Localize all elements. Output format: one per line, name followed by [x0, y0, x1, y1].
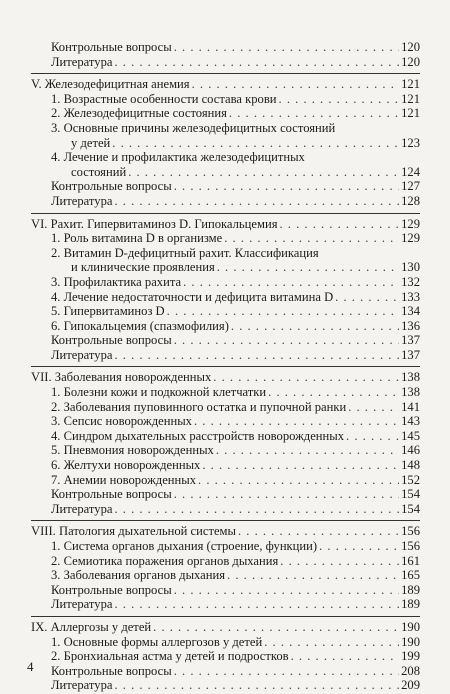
toc-entry — [31, 583, 420, 598]
dot-leader — [319, 539, 399, 554]
dot-leader — [227, 568, 399, 583]
toc-entry-page: 165 — [401, 568, 420, 583]
toc-entry — [31, 246, 420, 261]
toc-entry — [31, 597, 420, 612]
dot-leader — [114, 502, 399, 517]
toc-entry-title: Литература — [51, 501, 113, 516]
toc-entry — [31, 678, 420, 693]
dot-leader — [268, 385, 399, 400]
toc-entry-title: 6. Желтухи новорожденных — [51, 458, 201, 473]
toc-entry — [31, 319, 420, 334]
toc-entry — [31, 150, 420, 165]
dot-leader — [291, 649, 399, 664]
toc-entry — [31, 502, 420, 517]
toc-entry — [31, 400, 420, 415]
dot-leader — [174, 664, 399, 679]
toc-entry-page: 190 — [401, 619, 420, 634]
toc-entry-title: 1. Болезни кожи и подкожной клетчатки — [51, 385, 267, 400]
toc-entry-page: 146 — [401, 443, 420, 458]
dot-leader — [167, 304, 399, 319]
toc-entry — [31, 568, 420, 583]
toc-entry — [31, 179, 420, 194]
toc-chapter-entry — [31, 217, 420, 232]
toc-entry-page: 199 — [401, 649, 420, 664]
dot-leader — [217, 260, 399, 275]
toc-chapter-entry — [31, 370, 420, 385]
toc-entry — [31, 121, 420, 136]
toc-entry-page: 132 — [401, 274, 420, 289]
toc-entry — [31, 275, 420, 290]
toc-entry-title: 1. Основные формы аллергозов у детей — [51, 634, 263, 649]
toc-entry-title: 1. Возрастные особенности состава крови — [51, 91, 277, 106]
toc-entry-page: 145 — [401, 428, 420, 443]
toc-entry-title: 3. Заболевания органов дыхания — [51, 568, 226, 583]
dot-leader — [174, 583, 399, 598]
toc-entry — [31, 539, 420, 554]
toc-entry-title: Литература — [51, 54, 113, 69]
toc-entry — [31, 414, 420, 429]
dot-leader — [112, 136, 399, 151]
toc-entry-title: Контрольные вопросы — [51, 487, 172, 502]
toc-entry-page: 154 — [401, 487, 420, 502]
toc-entry — [31, 649, 420, 664]
toc-entry — [31, 55, 420, 70]
toc-chapter-entry — [31, 77, 420, 92]
toc-entry-title: 4. Синдром дыхательных расстройств новорожденных — [51, 428, 345, 443]
toc-entry-page: 138 — [401, 385, 420, 400]
dot-leader — [280, 554, 399, 569]
toc-entry-page: 128 — [401, 193, 420, 208]
toc-chapter-entry — [31, 524, 420, 539]
toc-entry-page: 189 — [401, 597, 420, 612]
toc-entry-title: 7. Анемии новорожденных — [51, 472, 197, 487]
toc-entry — [31, 385, 420, 400]
toc-entry-title: Литература — [51, 678, 113, 693]
dot-leader — [174, 487, 399, 502]
toc-entry — [31, 554, 420, 569]
toc-entry-page: 127 — [401, 179, 420, 194]
toc-entry — [31, 92, 420, 107]
toc-entry-page: 124 — [401, 164, 420, 179]
dot-leader — [183, 275, 399, 290]
toc-entry — [31, 458, 420, 473]
toc-entry-title: Литература — [51, 193, 113, 208]
toc-entry-title: 3. Сепсис новорожденных — [51, 414, 192, 429]
table-of-contents — [31, 40, 420, 693]
toc-entry — [31, 443, 420, 458]
toc-entry-title: и клинические проявления — [71, 260, 215, 275]
toc-entry-page: 156 — [401, 524, 420, 539]
toc-entry — [31, 635, 420, 650]
toc-entry-title: 3. Основные причины железодефицитных состояний — [51, 120, 336, 135]
page-number: 4 — [27, 659, 34, 674]
toc-entry — [31, 136, 420, 151]
dot-leader — [264, 635, 399, 650]
toc-entry — [31, 194, 420, 209]
toc-entry — [31, 333, 420, 348]
toc-entry-page: 152 — [401, 472, 420, 487]
dot-leader — [114, 348, 399, 363]
dot-leader — [114, 55, 399, 70]
toc-entry-page: 121 — [401, 91, 420, 106]
dot-leader — [192, 77, 400, 92]
toc-entry-page: 143 — [401, 414, 420, 429]
toc-entry-title: 2. Семиотика поражения органов дыхания — [51, 553, 279, 568]
toc-entry-page: 161 — [401, 553, 420, 568]
toc-entry-title: VII. Заболевания новорожденных — [31, 370, 212, 385]
toc-entry-page: 136 — [401, 318, 420, 333]
toc-entry-title: 2. Железодефицитные состояния — [51, 106, 227, 121]
dot-leader — [174, 179, 399, 194]
dot-leader — [280, 217, 400, 232]
toc-entry-page: 134 — [401, 304, 420, 319]
dot-leader — [229, 106, 399, 121]
toc-entry-page: 189 — [401, 582, 420, 597]
dot-leader — [216, 443, 399, 458]
toc-entry-title: 2. Витамин D-дефицитный рахит. Классификация — [51, 245, 319, 260]
dot-leader — [279, 92, 400, 107]
toc-entry-page: 208 — [401, 663, 420, 678]
toc-entry-page: 154 — [401, 501, 420, 516]
toc-entry — [31, 231, 420, 246]
toc-entry-page: 120 — [401, 40, 420, 54]
dot-leader — [224, 231, 399, 246]
section-divider — [31, 366, 420, 367]
toc-entry-page: 130 — [401, 260, 420, 275]
toc-entry-page: 148 — [401, 458, 420, 473]
section-divider — [31, 520, 420, 521]
toc-entry-page: 190 — [401, 634, 420, 649]
toc-entry-title: V. Железодефицитная анемия — [31, 77, 190, 92]
toc-entry — [31, 290, 420, 305]
dot-leader — [114, 194, 399, 209]
toc-entry — [31, 473, 420, 488]
toc-entry-page: 129 — [401, 216, 420, 231]
toc-entry — [31, 165, 420, 180]
toc-entry-title: Контрольные вопросы — [51, 333, 172, 348]
toc-entry — [31, 260, 420, 275]
toc-entry-title: VIII. Патология дыхательной системы — [31, 524, 236, 539]
toc-entry-page: 141 — [401, 399, 420, 414]
dot-leader — [335, 290, 399, 305]
toc-entry — [31, 106, 420, 121]
dot-leader — [153, 620, 399, 635]
toc-chapter-entry — [31, 620, 420, 635]
toc-entry-page: 121 — [401, 106, 420, 121]
section-divider — [31, 616, 420, 617]
toc-entry-title: 6. Гипокальцемия (спазмофилия) — [51, 318, 229, 333]
toc-entry-page: 133 — [401, 289, 420, 304]
toc-entry-page: 123 — [401, 135, 420, 150]
toc-entry-title: 3. Профилактика рахита — [51, 274, 182, 289]
dot-leader — [202, 458, 399, 473]
toc-entry-title: 5. Гипервитаминоз D — [51, 304, 165, 319]
toc-entry-page: 120 — [401, 54, 420, 69]
toc-entry-title: Контрольные вопросы — [51, 663, 172, 678]
toc-entry-title: 1. Роль витамина D в организме — [51, 231, 223, 246]
dot-leader — [174, 40, 399, 55]
toc-entry — [31, 40, 420, 55]
toc-entry-page: 129 — [401, 231, 420, 246]
toc-entry — [31, 304, 420, 319]
dot-leader — [348, 400, 399, 415]
dot-leader — [238, 524, 399, 539]
toc-entry-page: 137 — [401, 333, 420, 348]
toc-entry — [31, 348, 420, 363]
toc-entry-title: Контрольные вопросы — [51, 582, 172, 597]
toc-entry-title: 4. Лечение и профилактика железодефицитных — [51, 150, 305, 165]
section-divider — [31, 73, 420, 74]
toc-entry-title: Контрольные вопросы — [51, 179, 172, 194]
dot-leader — [114, 597, 399, 612]
toc-entry-page: 209 — [401, 678, 420, 693]
dot-leader — [194, 414, 399, 429]
dot-leader — [198, 473, 399, 488]
toc-entry-title: 2. Бронхиальная астма у детей и подростков — [51, 649, 289, 664]
toc-entry-title: Контрольные вопросы — [51, 40, 172, 54]
toc-entry-title: 4. Лечение недостаточности и дефицита витамина D — [51, 289, 334, 304]
toc-entry-page: 138 — [401, 370, 420, 385]
toc-entry-title: 2. Заболевания пуповинного остатка и пупочной ранки — [51, 399, 347, 414]
toc-entry — [31, 429, 420, 444]
dot-leader — [128, 165, 399, 180]
toc-entry-title: у детей — [71, 135, 111, 150]
toc-entry-title: VI. Рахит. Гипервитаминоз D. Гипокальцемия — [31, 216, 278, 231]
toc-entry — [31, 664, 420, 679]
dot-leader — [114, 678, 399, 693]
dot-leader — [213, 370, 399, 385]
dot-leader — [346, 429, 399, 444]
toc-entry-page: 121 — [401, 77, 420, 92]
toc-entry-page: 156 — [401, 539, 420, 553]
toc-entry — [31, 487, 420, 502]
section-divider — [31, 213, 420, 214]
toc-entry-title: IX. Аллергозы у детей — [31, 619, 152, 634]
toc-entry-title: Литература — [51, 597, 113, 612]
dot-leader — [231, 319, 399, 334]
toc-entry-title: состояний — [71, 164, 127, 179]
dot-leader — [174, 333, 399, 348]
toc-entry-page: 137 — [401, 347, 420, 362]
toc-entry-title: 5. Пневмония новорожденных — [51, 443, 214, 458]
toc-entry-title: Литература — [51, 347, 113, 362]
toc-entry-title: 1. Система органов дыхания (строение, функции) — [51, 539, 318, 553]
